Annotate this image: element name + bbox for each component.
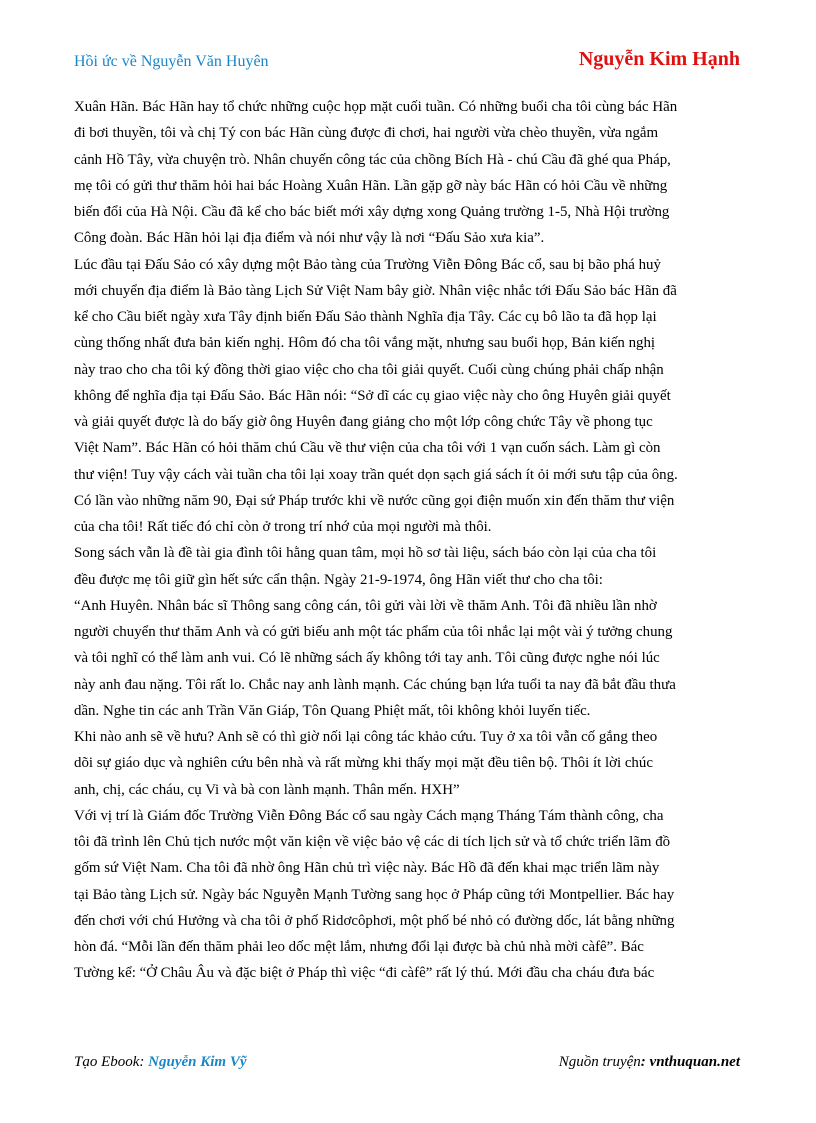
text-line: dần. Nghe tin các anh Trần Văn Giáp, Tôn Quang Phiệt mất, tôi không khỏi luyến tiếc. xyxy=(74,702,591,719)
text-line: cùng thống nhất đưa bản kiến nghị. Hôm đó cha tôi vắng mặt, nhưng sau buổi họp, Bản kiến nghị xyxy=(74,335,656,352)
text-line: đến chơi với chú Hưởng và cha tôi ở phố Ridơcôphơi, một phố bé nhỏ có đường dốc, lát bằng những xyxy=(74,912,675,929)
text-line: Công đoàn. Bác Hãn hỏi lại địa điểm và nói như vậy là nơi “Đấu Sảo xưa kia”. xyxy=(74,230,545,247)
text-line: Lúc đầu tại Đấu Sảo có xây dựng một Bảo tàng của Trường Viễn Đông Bác cổ, sau bị bão phá huỷ xyxy=(74,256,661,273)
text-line: Việt Nam”. Bác Hãn có hỏi thăm chú Cầu về thư viện của cha tôi với 1 vạn cuốn sách. Làm gì còn xyxy=(74,440,661,457)
source-label: Nguồn truyện xyxy=(558,1054,641,1070)
text-line: tôi đã trình lên Chủ tịch nước một văn kiện về việc bảo vệ các di tích lịch sử và tổ chức triển lãm đồ xyxy=(74,834,671,850)
text-line: không để nghĩa địa tại Đấu Sảo. Bác Hãn nói: “Sở dĩ các cụ giao việc này cho ông Huyên giải quyết xyxy=(74,387,671,404)
text-line: dõi sự giáo dục và nghiên cứu bên nhà và rất mừng khi thấy mọi mặt đều tiên bộ. Thôi ít lời chúc xyxy=(74,755,653,772)
page-header xyxy=(74,48,740,76)
text-line: hòn đá. “Mỗi lần đến thăm phải leo dốc mệt lắm, nhưng đổi lại được bà chủ nhà mời càfê”. Bác xyxy=(74,939,644,955)
text-line: anh, chị, các cháu, cụ Vi và bà con lành mạnh. Thân mến. HXH” xyxy=(74,781,460,798)
text-line: kể cho Cầu biết ngày xưa Tây định biến Đấu Sảo thành Nghĩa địa Tây. Các cụ bô lão ta đã họp lại xyxy=(74,309,657,325)
text-line: Với vị trí là Giám đốc Trường Viễn Đông Bác cổ sau ngày Cách mạng Tháng Tám thành công, cha xyxy=(74,807,664,824)
body-text xyxy=(74,94,742,1013)
source-site: vnthuquan.net xyxy=(649,1054,740,1070)
ebook-label: Tạo Ebook xyxy=(74,1054,140,1070)
page-footer xyxy=(74,1054,740,1076)
text-line: biến đổi của Hà Nội. Cầu đã kể cho bác biết mới xây dựng xong Quảng trường 1-5, Nhà Hội trường xyxy=(74,204,670,220)
text-line: Khi nào anh sẽ về hưu? Anh sẽ có thì giờ nối lại công tác khảo cứu. Tuy ở xa tôi vẫn cố gắng theo xyxy=(74,729,658,745)
text-line: mới chuyển địa điểm là Bảo tàng Lịch Sử Việt Nam bây giờ. Nhân việc nhắc tới Đấu Sảo bác Hãn đã xyxy=(74,282,677,299)
text-line: và giải quyết được là do bấy giờ ông Huyên đang giảng cho một lớp công chức Tây về phong tục xyxy=(74,414,653,430)
text-line: “Anh Huyên. Nhân bác sĩ Thông sang công cán, tôi gửi vài lời về thăm Anh. Tôi đã nhiều lần nhờ xyxy=(74,597,657,614)
ebook-credit xyxy=(74,1054,247,1071)
text-line: và tôi nghĩ có thể làm anh vui. Có lẽ những sách ấy không tới tay anh. Tôi cũng được nghe nói lúc xyxy=(74,650,660,667)
source-separator: : xyxy=(640,1054,646,1070)
text-line: Tường kể: “Ở Châu Âu và đặc biệt ở Pháp thì việc “đi càfê” rất lý thú. Mới đầu cha cháu đưa bác xyxy=(74,965,655,982)
text-line: tại Bảo tàng Lịch sử. Ngày bác Nguyễn Mạnh Tường sang học ở Pháp cũng tới Montpellier. Bác hay xyxy=(74,886,675,903)
text-line: cảnh Hồ Tây, vừa chuyện trò. Nhân chuyến công tác của chồng Bích Hà - chú Cầu đã ghé qua Pháp, xyxy=(74,151,671,168)
text-line: của cha tôi! Rất tiếc đó chỉ còn ở trong trí nhớ của mọi người mà thôi. xyxy=(74,519,492,535)
text-line: này trao cho cha tôi ký đồng thời giao việc cho cha tôi giải quyết. Cuối cùng chúng phải chấp nhận xyxy=(74,361,664,378)
author-name: Nguyễn Kim Hạnh xyxy=(578,48,740,70)
text-line: gốm sứ Việt Nam. Cha tôi đã nhờ ông Hãn chủ trì việc này. Bác Hồ đã đến khai mạc triển lãm này xyxy=(74,860,660,877)
text-line: Song sách vẫn là đề tài gia đình tôi hằng quan tâm, mọi hồ sơ tài liệu, sách báo còn lại của cha tôi xyxy=(74,545,657,562)
text-line: Có lần vào những năm 90, Đại sứ Pháp trước khi về nước cũng gọi điện muốn xin đến thăm thư viện xyxy=(74,492,675,509)
text-line: đi bơi thuyền, tôi và chị Tý con bác Hãn cùng được đi chơi, hai người vừa chèo thuyền, vừa ngắm xyxy=(74,125,659,142)
ebook-separator: : xyxy=(139,1054,145,1070)
source-credit xyxy=(559,1054,740,1071)
ebook-creator: Nguyễn Kim Vỹ xyxy=(148,1054,247,1070)
text-line: đều được mẹ tôi giữ gìn hết sức cẩn thận. Ngày 21-9-1974, ông Hãn viết thư cho cha tôi: xyxy=(74,571,603,588)
text-line xyxy=(74,987,742,1013)
text-line: Xuân Hãn. Bác Hãn hay tổ chức những cuộc họp mặt cuối tuần. Có những buổi cha tôi cùng bác Hãn xyxy=(74,99,678,115)
text-line: người chuyển thư thăm Anh và có gửi biếu anh một tác phẩm của tôi nhắc lại một vài ý tưởng chung xyxy=(74,624,673,640)
text-line: thư viện! Tuy vậy cách vài tuần cha tôi lại xoay trần quét dọn sạch giá sách ít ỏi mới sưu tập của ông. xyxy=(74,466,678,483)
text-line: mẹ tôi có gửi thư thăm hỏi hai bác Hoàng Xuân Hãn. Lần gặp gỡ này bác Hãn có hỏi Cầu về những xyxy=(74,177,668,194)
book-title: Hồi ức về Nguyễn Văn Huyên xyxy=(74,53,269,70)
text-line: này anh đau nặng. Tôi rất lo. Chắc nay anh lành mạnh. Các chúng bạn lứa tuổi ta nay đã bắt đầu thưa xyxy=(74,676,676,693)
